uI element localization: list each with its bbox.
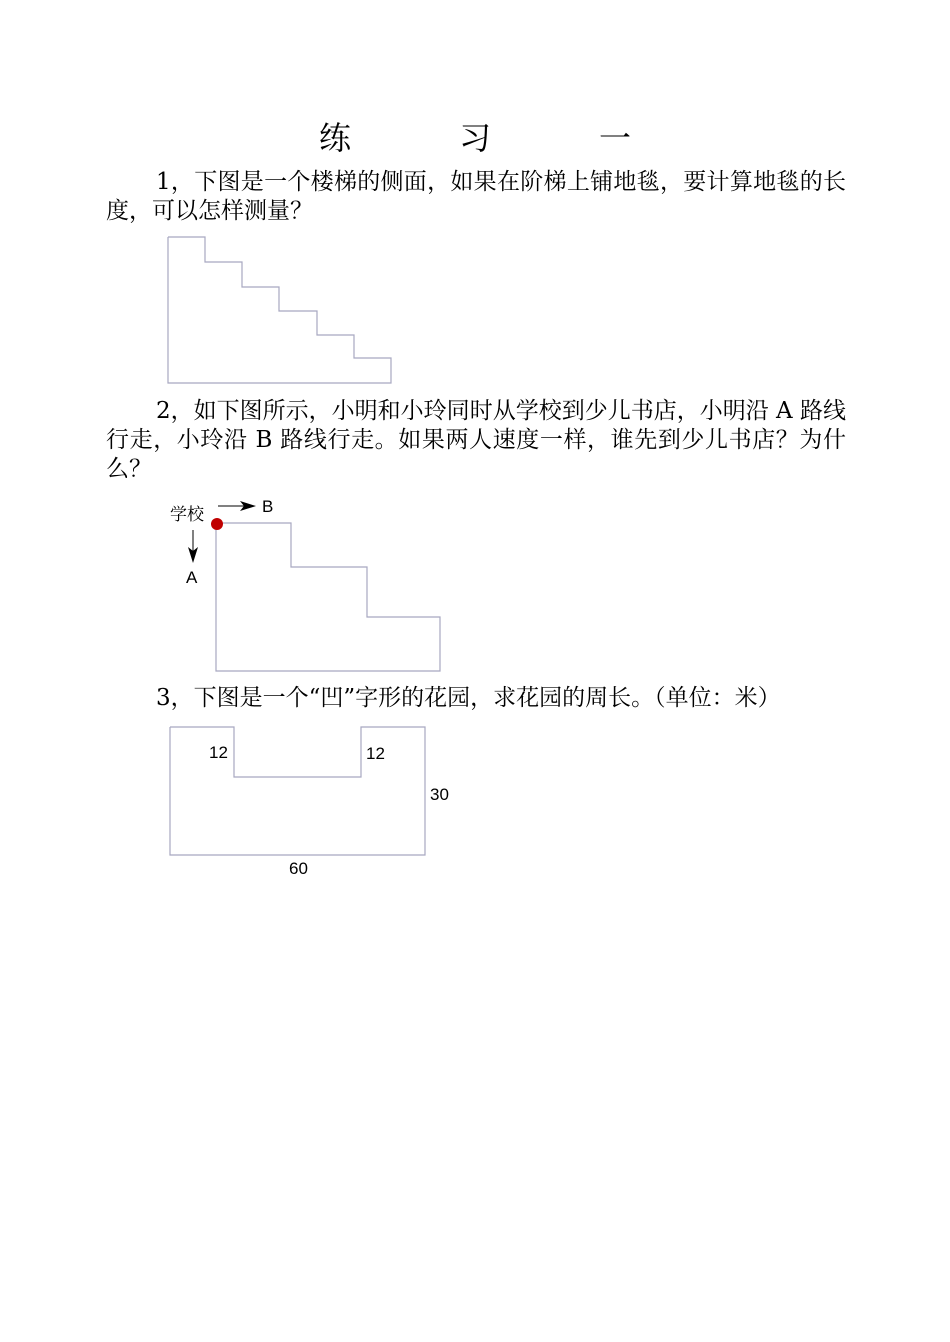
route-a-label: A	[186, 568, 198, 587]
route-a-arrow-icon	[188, 547, 198, 563]
staircase-outline	[168, 237, 391, 383]
route-outline	[216, 523, 440, 671]
route-b-arrow-icon	[240, 501, 256, 511]
question-3-text: 3，下图是一个“凹”字形的花园，求花园的周长。（单位：米）	[156, 685, 781, 711]
question-2-text: 2，如下图所示，小明和小玲同时从学校到少儿书店，小明沿 A 路线行走，小玲沿 B 路线行走。如果两人速度一样，谁先到少儿书店？为什么？	[106, 398, 846, 482]
width-label: 60	[289, 859, 308, 878]
left-notch-label: 12	[209, 743, 228, 762]
school-label: 学校	[170, 505, 204, 524]
page-title: 练 习 一	[318, 119, 669, 157]
height-label: 30	[430, 785, 449, 804]
question-1-text: 1，下图是一个楼梯的侧面，如果在阶梯上铺地毯，要计算地毯的长度，可以怎样测量？	[106, 169, 846, 224]
garden-outline	[170, 727, 425, 855]
school-dot-icon	[211, 518, 223, 530]
right-notch-label: 12	[366, 744, 385, 763]
route-b-label: B	[262, 497, 274, 516]
